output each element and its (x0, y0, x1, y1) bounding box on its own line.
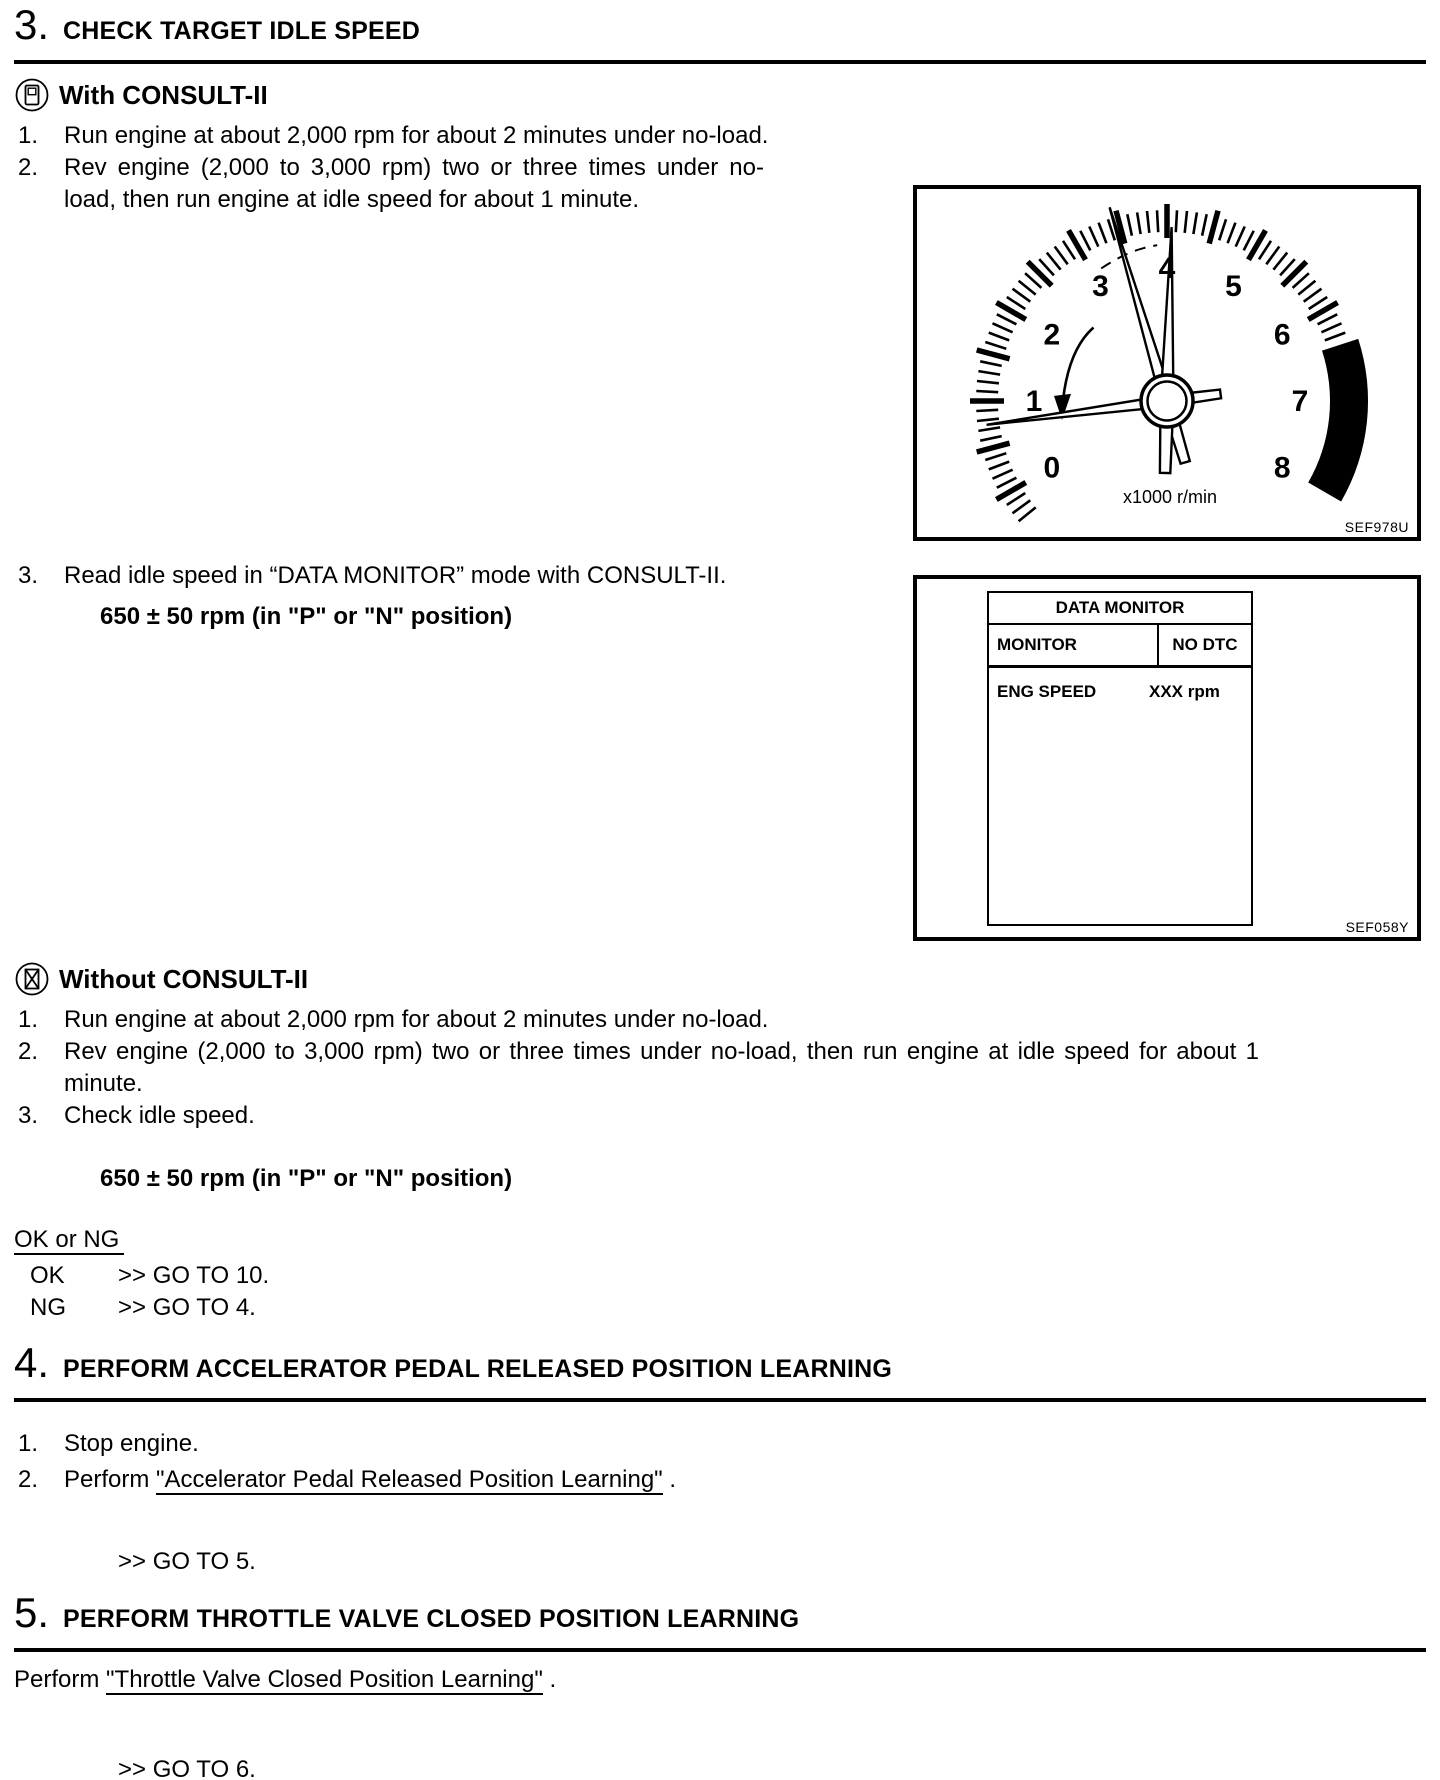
parameter-value: XXX rpm (1149, 682, 1220, 701)
data-monitor-title: DATA MONITOR (989, 593, 1251, 625)
step-item (14, 1426, 1426, 1462)
needles (987, 207, 1222, 473)
dial-number: 1 (1025, 385, 1043, 418)
dial-number: 3 (1092, 269, 1109, 303)
step-text: Read idle speed in “DATA MONITOR” mode with CONSULT-II. (64, 562, 727, 589)
section-4-title: PERFORM ACCELERATOR PEDAL RELEASED POSITION LEARNING (63, 1355, 893, 1383)
section-3-heading (14, 1, 1426, 48)
data-monitor-header-row (989, 625, 1251, 668)
consult-tool-icon (14, 77, 50, 113)
step-number: 3. (18, 1102, 39, 1129)
step-text: Run engine at about 2,000 rpm for about 2 minutes under no-load. (64, 1006, 769, 1033)
data-monitor-body (989, 668, 1251, 924)
dial-number: 2 (1043, 318, 1061, 352)
figure-code: SEF058Y (1345, 919, 1409, 935)
parameter-name: ENG SPEED (997, 682, 1097, 701)
step-item (14, 1100, 1426, 1132)
dial-number: 6 (1273, 318, 1291, 352)
tachometer-unit-label: x1000 r/min (1122, 487, 1218, 507)
step-item (14, 152, 764, 216)
tachometer-figure (913, 185, 1421, 541)
section-3-title: CHECK TARGET IDLE SPEED (63, 17, 420, 45)
idle-speed-spec: 650 ± 50 rpm (in "P" or "N" position) (100, 603, 513, 630)
section-4-steps (14, 1426, 1426, 1498)
step-text: Rev engine (2,000 to 3,000 rpm) two or three times under no-load, then run engine at idle speed for about 1 minute. (64, 154, 764, 213)
section-5-divider (14, 1648, 1426, 1652)
tachometer-gauge (917, 189, 1417, 537)
accelerator-pedal-learning-link[interactable]: "Accelerator Pedal Released Position Learning" (156, 1466, 663, 1493)
throttle-valve-learning-link[interactable]: "Throttle Valve Closed Position Learning" (106, 1666, 543, 1693)
dial-number: 8 (1273, 451, 1291, 485)
no-consult-tool-icon (14, 961, 50, 997)
without-consult-steps (14, 1004, 1426, 1132)
section-4-divider (14, 1398, 1426, 1402)
section-3-divider (14, 60, 1426, 64)
no-dtc-column-header: NO DTC (1157, 625, 1251, 665)
step-number: 3. (18, 562, 39, 589)
data-monitor-table (987, 591, 1253, 926)
result-label: OK (30, 1262, 65, 1289)
result-label: NG (30, 1294, 66, 1321)
monitor-column-header: MONITOR (997, 635, 1077, 654)
figure-code: SEF978U (1344, 519, 1409, 535)
section-3-number: 3. (14, 1, 50, 48)
dial-number: 7 (1291, 385, 1309, 418)
step-number: 2. (18, 154, 39, 181)
step-text: Perform "Accelerator Pedal Released Position Learning" . (64, 1466, 677, 1493)
step-number: 2. (18, 1466, 39, 1493)
data-monitor-figure (913, 575, 1421, 941)
step-number: 1. (18, 1430, 39, 1457)
step-item (14, 120, 1426, 152)
go-to-action: >> GO TO 5. (118, 1548, 256, 1575)
step-text: Stop engine. (64, 1430, 199, 1457)
go-to-action: >> GO TO 6. (118, 1756, 256, 1780)
with-consult-label: With CONSULT-II (59, 79, 268, 110)
result-action: >> GO TO 4. (118, 1294, 256, 1321)
section-5-heading (14, 1589, 1426, 1636)
step-text: Run engine at about 2,000 rpm for about 2 minutes under no-load. (64, 122, 769, 149)
dial-number: 5 (1225, 269, 1242, 303)
section-5-number: 5. (14, 1589, 50, 1636)
needle-hub-inner (1148, 382, 1187, 421)
section-5-title: PERFORM THROTTLE VALVE CLOSED POSITION LEARNING (63, 1605, 800, 1633)
without-consult-label: Without CONSULT-II (59, 963, 309, 994)
step-text: Rev engine (2,000 to 3,000 rpm) two or three times under no-load, then run engine at idle speed for about 1 minute. (64, 1038, 1259, 1097)
idle-speed-spec: 650 ± 50 rpm (in "P" or "N" position) (100, 1165, 513, 1192)
step-number: 2. (18, 1038, 39, 1065)
ok-or-ng-label: OK or NG (14, 1224, 1426, 1256)
section-4-heading (14, 1339, 1426, 1386)
result-row (14, 1260, 1426, 1292)
step-number: 1. (18, 1006, 39, 1033)
result-row (14, 1292, 1426, 1324)
step-text: Check idle speed. (64, 1102, 255, 1129)
redline-band (1308, 339, 1368, 502)
without-consult-heading (14, 960, 1426, 998)
ok-or-ng-rows (14, 1260, 1426, 1324)
section-4-number: 4. (14, 1339, 50, 1386)
step-item (14, 1036, 1259, 1100)
return-arrow (1063, 328, 1094, 400)
with-consult-heading (14, 76, 1426, 114)
step-number: 1. (18, 122, 39, 149)
step-item (14, 1004, 1426, 1036)
dial-number: 4 (1158, 252, 1176, 285)
result-action: >> GO TO 10. (118, 1262, 270, 1289)
step-item (14, 1462, 1426, 1498)
dial-number: 0 (1043, 451, 1061, 485)
perform-line: Perform "Throttle Valve Closed Position Learning" . (14, 1666, 557, 1693)
